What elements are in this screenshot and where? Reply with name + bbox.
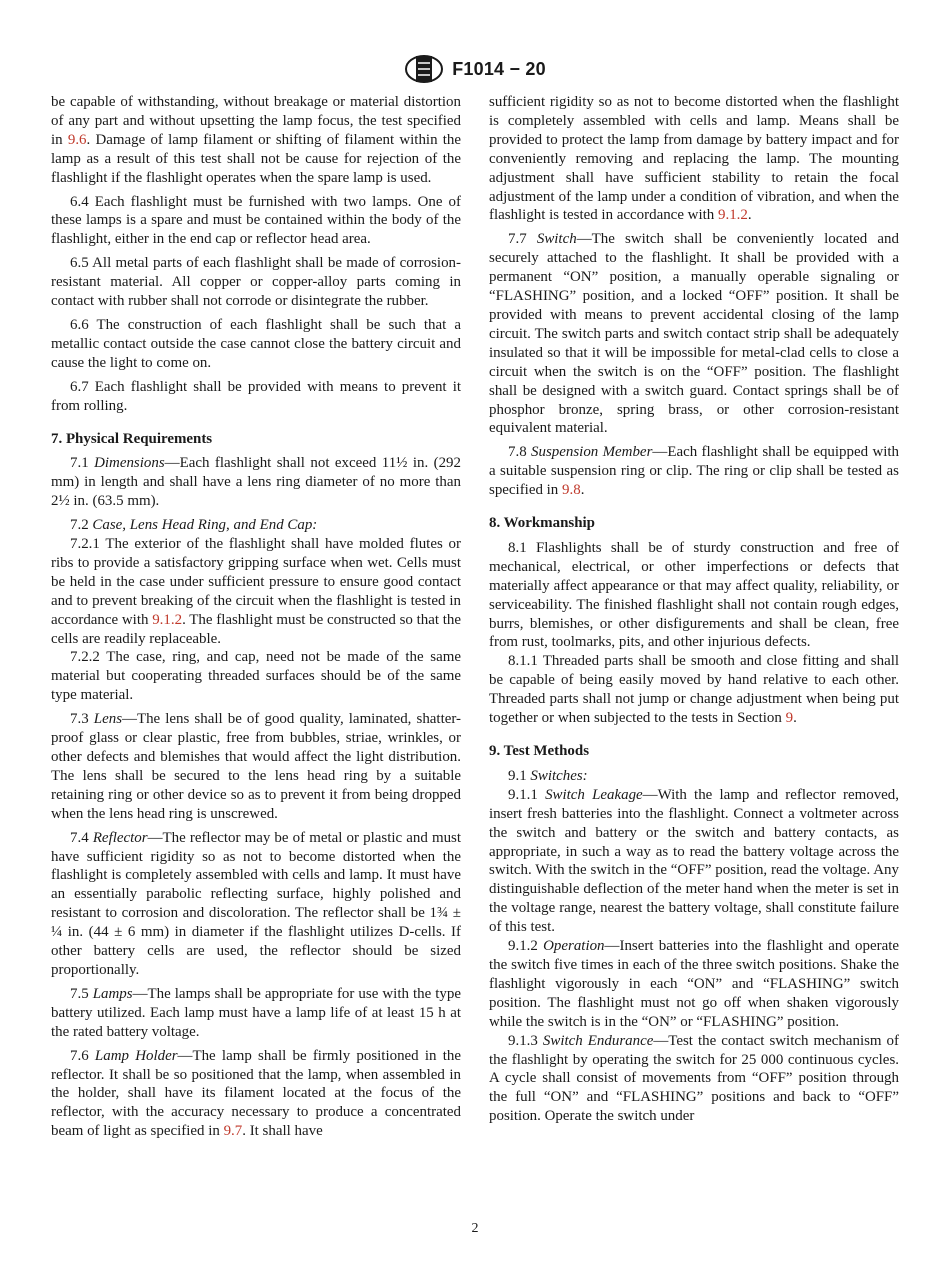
paragraph-6-6: 6.6 The construction of each flashlight shall be such that a metallic contact outside the case cannot close the battery circuit and cause the light to come on. [51,316,461,371]
paragraph-7-2: 7.2 Case, Lens Head Ring, and End Cap: [70,517,318,534]
paragraph-6-7: 6.7 Each flashlight shall be provided with means to prevent it from rolling. [51,378,461,414]
paragraph-7-8: 7.8 Suspension Member—Each flashlight shall be equipped with a suitable suspension ring or clip. The ring or clip shall be tested as specified in 9.8. [489,444,900,499]
paragraph-7-6-continued: sufficient rigidity so as not to become distorted when the flashlight is completely assembled with cells and lamp. Means shall be provided to protect the lamp from damage by battery impact and for conveniently removing and replacing the lamp. The mounting adjustment shall have sufficient stability to retain the focal adjustment of the lamp under a condition of vibration, and when the flashlight is tested in accordance with 9.1.2. [489,94,899,224]
link-9-6[interactable]: 9.6 [67,131,87,148]
right-column [489,93,899,1126]
paragraph-8-1-1: 8.1.1 Threaded parts shall be smooth and close fitting and shall be capable of being easily moved by hand relative to each other. Threaded parts shall not jump or change adjustment when being put together or when subjected to the tests in Section 9. [489,653,899,727]
paragraph-9-1: 9.1 Switches: [508,767,588,784]
paragraph-6-3-continued: be capable of withstanding, without breakage or material distortion of any part and without upsetting the lamp focus, the test specified in 9.6. Damage of lamp filament or shifting of filament within the lamp as a result of this test shall not be cause for rejection of the flashlight if the flashlight operates when the spare lamp is used. [51,94,461,186]
paragraph-8-1: 8.1 Flashlights shall be of sturdy construction and free of mechanical, electrical, or other imperfections or defects that materially affect appearance or that may affect quality, reliability, or serviceability. The finished flashlight shall not contain rough edges, burrs, blemishes, or other disfigurements and shall be clean, free from rust, toolmarks, pits, and other injurious defects. [489,539,899,651]
paragraph-7-6: 7.6 Lamp Holder—The lamp shall be firmly positioned in the reflector. It shall be so positioned that the lamp, when assembled in the holder, shall have its filament located at the focus of the reflector, with the accuracy necessary to produce a concentrated beam of light as specified in 9.7. It shall have [51,1047,461,1140]
paragraph-6-4: 6.4 Each flashlight must be furnished with two lamps. One of these lamps is a spare and must be contained within the body of the flashlight, either in the end cap or reflector head area. [51,193,461,248]
page-number: 2 [471,1221,479,1236]
paragraph-7-5: 7.5 Lamps—The lamps shall be appropriate for use with the type battery utilized. Each lamp must have a lamp life of at least 15 h at the rated battery voltage. [51,985,461,1040]
page-header [0,52,950,86]
link-9-8[interactable]: 9.8 [562,482,581,499]
paragraph-9-1-2: 9.1.2 Operation—Insert batteries into the flashlight and operate the switch five times in each of the three switch positions. Shake the flashlight vigorously in each “ON” and “FLASHING” switch position. The flashlight must not go off when shaken vigorously while the switch is in the “ON” or “FLASHING” position. [489,938,899,1030]
paragraph-7-4: 7.4 Reflector—The reflector may be of metal or plastic and must have sufficient rigidity so as not to become distorted when the flashlight is completely assembled with cells and lamp. It must have an essentially parabolic reflecting surface, highly polished and resistant to corrosion and discoloration. The reflector shall be 1¾ ± ¼ in. (44 ± 6 mm) in diameter if the flashlight utilizes D-cells. If other battery cells are used, the reflector should be sized proportionally. [51,829,462,978]
paragraph-6-5: 6.5 All metal parts of each flashlight shall be made of corrosion-resistant material. All copper or copper-alloy parts coming in contact with rubber shall not corrode or disintegrate the rubber. [51,255,461,310]
paragraph-9-1-1: 9.1.1 Switch Leakage—With the lamp and reflector removed, insert fresh batteries into the flashlight. Connect a voltmeter across the switch and battery or the switch and battery contacts, as appropriate, in such a way as to read the battery voltage across the switch. With the switch in the “OFF” position, read the voltage. Any distinguishable deflection of the meter hand when the meter is set in the voltage range, nearest the battery voltage, shall constitute failure of this test. [489,786,900,936]
paragraph-7-7: 7.7 Switch—The switch shall be conveniently located and securely attached to the flashlight. It shall be provided with a permanent “ON” position, a manually operable signaling or “FLASHING” position, and a locked “OFF” position. It shall be provided with means to prevent accidental closing of the lamp circuit. The switch parts and switch contact strip shall be adequately insulated so that it will be impossible for metal-clad cells to close a circuit when the switch is on the “OFF” position. The flashlight shall be designed with a switch guard. Contact springs shall be of phosphor bronze, spring brass, or other corrosion-resistant equivalent material. [489,231,899,437]
link-section-9[interactable]: 9 [785,710,794,727]
paragraph-7-2-1: 7.2.1 The exterior of the flashlight shall have molded flutes or ribs to provide a satisfactory gripping surface when wet. Cells must be held in the case under sufficient pressure to ensure good contact and to prevent breaking of the circuit when the flashlight is tested in accordance with 9.1.2. The flashlight must be constructed so that the cells are readily replaceable. [51,536,462,647]
document-designation: F1014 − 20 [452,58,546,79]
left-column [51,93,461,1146]
paragraph-7-1: 7.1 Dimensions—Each flashlight shall not exceed 11½ in. (292 mm) in length and shall have a lens ring diameter of no more than 2½ in. (63.5 mm). [51,455,461,510]
astm-logo-icon [404,54,444,84]
section-heading-9: 9. Test Methods [489,743,590,759]
paragraph-9-1-3: 9.1.3 Switch Endurance—Test the contact switch mechanism of the flashlight by operating the switch for 25 000 continuous cycles. A cycle shall consist of movements from “OFF” position through the full “ON” and “FLASHING” positions and back to “OFF” position. Operate the switch under [489,1032,900,1125]
link-9-7[interactable]: 9.7 [223,1123,243,1140]
section-heading-8: 8. Workmanship [489,515,595,532]
link-9-1-2[interactable]: 9.1.2 [717,207,748,224]
paragraph-7-3: 7.3 Lens—The lens shall be of good quality, laminated, shatter-proof glass or clear plastic, free from bubbles, striae, wrinkles, or other defects and blemishes that would affect the light distribution. The lens shall be secured to the lens head ring by a suitable retaining ring or other device so as to prevent it from being dropped when the lens head ring is unscrewed. [51,711,462,822]
link-9-1-2[interactable]: 9.1.2 [152,611,183,628]
paragraph-7-2-2: 7.2.2 The case, ring, and cap, need not be made of the same material but cooperating threaded surfaces should be of the same type material. [51,649,461,704]
section-heading-7: 7. Physical Requirements [51,430,213,447]
